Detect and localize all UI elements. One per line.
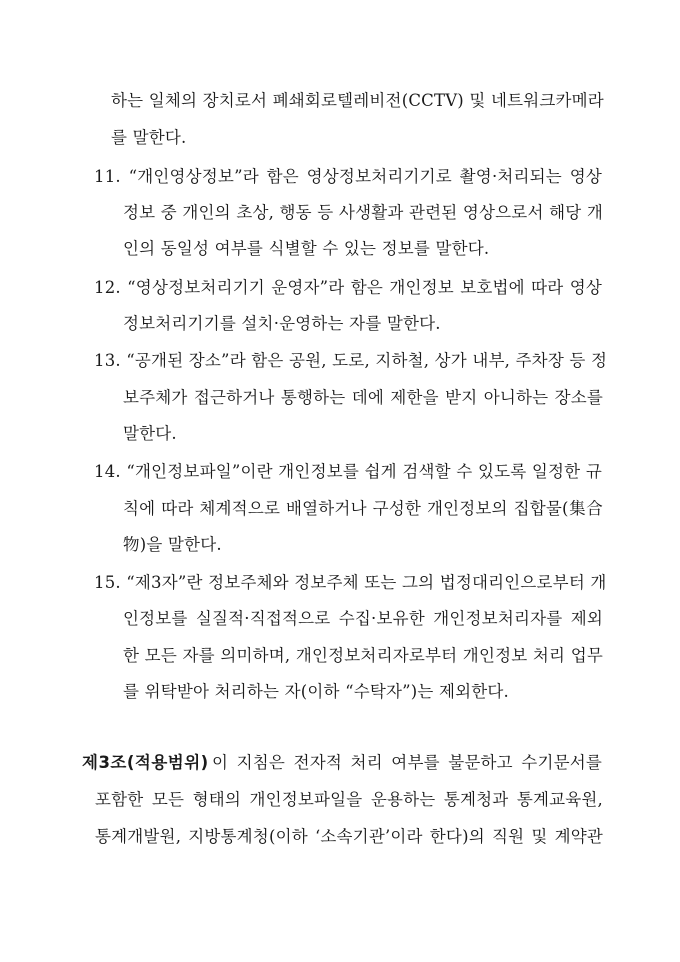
item-15-line-2: 인정보를 실질적·직접적으로 수집·보유한 개인정보처리자를 제외 <box>123 609 603 628</box>
article-3-line-2: 포함한 모든 형태의 개인정보파일을 운용하는 통계청과 통계교육원, <box>95 790 603 809</box>
item-11-line-2: 정보 중 개인의 초상, 행동 등 사생활과 관련된 영상으로서 해당 개 <box>123 203 603 222</box>
article-3-line-1 <box>82 752 602 774</box>
item-15-line-3: 한 모든 자를 의미하며, 개인정보처리자로부터 개인정보 처리 업무 <box>123 646 603 665</box>
article-3-line-1-text: 이 지침은 전자적 처리 여부를 불문하고 수기문서를 <box>212 753 602 772</box>
item-12-line-2: 정보처리기기를 설치·운영하는 자를 말한다. <box>123 314 441 333</box>
item-14-line-2: 칙에 따라 체계적으로 배열하거나 구성한 개인정보의 집합물(集合 <box>123 499 603 518</box>
article-3-title: 제3조(적용범위) <box>82 753 209 772</box>
item-11-line-1: 11. “개인영상정보”라 함은 영상정보처리기기로 촬영·처리되는 영상 <box>94 167 602 186</box>
item-13-line-1: 13. “공개된 장소”라 함은 공원, 도로, 지하철, 상가 내부, 주차장 등 정 <box>94 351 608 370</box>
item-15-line-1: 15. “제3자”란 정보주체와 정보주체 또는 그의 법정대리인으로부터 개 <box>94 573 607 592</box>
item-11-line-3: 인의 동일성 여부를 식별할 수 있는 정보를 말한다. <box>123 239 490 258</box>
item-14-line-1: 14. “개인정보파일”이란 개인정보를 쉽게 검색할 수 있도록 일정한 규 <box>94 462 602 481</box>
item-10-line-1: 하는 일체의 장치로서 폐쇄회로텔레비전(CCTV) 및 네트워크카메라 <box>111 91 604 110</box>
item-13-line-2: 보주체가 접근하거나 통행하는 데에 제한을 받지 아니하는 장소를 <box>123 388 603 407</box>
item-13-line-3: 말한다. <box>123 424 177 443</box>
item-14-line-3: 物)을 말한다. <box>123 535 222 554</box>
item-12-line-1: 12. “영상정보처리기기 운영자”라 함은 개인정보 보호법에 따라 영상 <box>94 278 602 297</box>
item-15-line-4: 를 위탁받아 처리하는 자(이하 “수탁자”)는 제외한다. <box>123 682 509 701</box>
article-3-line-3: 통계개발원, 지방통계청(이하 ‘소속기관’이라 한다)의 직원 및 계약관 <box>95 827 603 846</box>
item-10-line-2: 를 말한다. <box>111 128 187 147</box>
